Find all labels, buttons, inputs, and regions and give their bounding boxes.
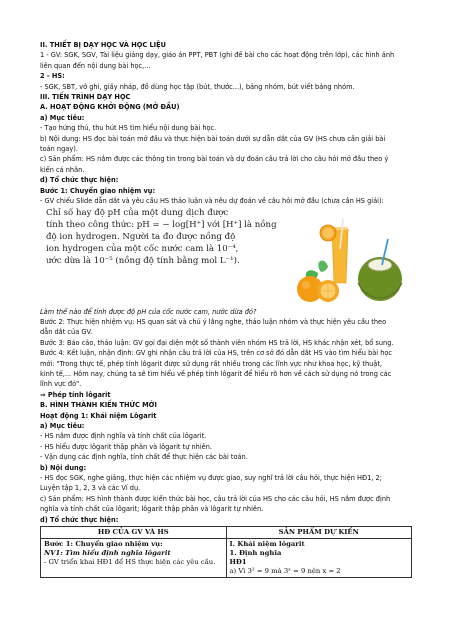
step2-line-cont: dẫn dắt của GV.	[40, 328, 93, 337]
organization-heading: d) Tổ chức thực hiện:	[40, 515, 119, 524]
table-cell-product	[226, 539, 412, 578]
table-header-row	[41, 527, 412, 539]
lesson-table	[40, 526, 412, 578]
content-line: b) Nội dung: HS đọc bài toán mở đầu và thực hiện bài toán dưới sự dẫn dắt của GV (HS chưa cần giải bài	[40, 134, 386, 143]
orange-fruit	[297, 276, 339, 302]
section-heading-ii: II. THIẾT BỊ DẠY HỌC VÀ HỌC LIỆU	[40, 41, 166, 49]
gv-materials-line-cont: liên quan đến nội dung bài học,...	[40, 61, 151, 70]
problem-line: ước dừa là 10⁻⁵ (nồng độ tính bằng mol L⁻¹).	[46, 255, 240, 266]
hs-materials-line: - SGK, SBT, vở ghi, giấy nháp, đồ dùng học tập (bút, thước...), bảng nhóm, bút viết bảng nhóm.	[40, 82, 355, 91]
objective-line: - Tạo hứng thú, thu hút HS tìm hiểu nội dung bài học.	[40, 124, 217, 133]
content-line-cont: Luyện tập 1, 2, 3 và các Ví dụ.	[40, 484, 141, 493]
problem-line: ion hydrogen của một cốc nước cam là 10⁻⁴,	[46, 243, 239, 254]
product-line-cont: kiến cá nhân.	[40, 165, 85, 174]
table-task1: NV1: Tìm hiểu định nghĩa lôgarit	[44, 549, 171, 558]
content-line: - HS đọc SGK, nghe giảng, thực hiện các nhiệm vụ được giao, suy nghĩ trả lời câu hỏi, thực hiện HĐ1, 2;	[40, 474, 382, 482]
organization-heading: d) Tổ chức thực hiện:	[40, 176, 119, 185]
orange-slice	[320, 225, 336, 241]
table-header-product: SẢN PHẨM DỰ KIẾN	[226, 527, 412, 539]
product-line: c) Sản phẩm: HS nắm được các thông tin trong bài toán và dự đoán câu trả lời cho câu hỏi mở đầu theo ý	[40, 155, 389, 164]
table-row	[41, 539, 412, 578]
step1-heading: Bước 1: Chuyển giao nhiệm vụ:	[40, 186, 156, 195]
product-line-cont: nghĩa và tính chất của lôgarit; lôgarit thập phân và lôgarit tự nhiên.	[40, 505, 264, 514]
document-page	[40, 40, 412, 578]
section-heading-iii: III. TIẾN TRÌNH DẠY HỌC	[40, 93, 131, 102]
table-concept-heading: I. Khái niệm lôgarit	[229, 540, 305, 549]
content-heading: b) Nội dung:	[40, 463, 87, 472]
opening-problem-figure	[40, 207, 412, 307]
step4-line-cont: lĩnh vực đó".	[40, 380, 82, 389]
table-hd1-answer: a) Vì 3² = 9 mà 3ˣ = 9 nên x = 2	[229, 567, 341, 576]
product-line: c) Sản phẩm: HS hình thành được kiến thức bài học, câu trả lời của HS cho các câu hỏi, HS nắm được định	[40, 494, 391, 503]
table-definition-heading: 1. Định nghĩa	[229, 549, 282, 558]
step4-line: Bước 4: Kết luận, nhận định: GV ghi nhận câu trả lời của HS, trên cơ sở đó dẫn dắt HS vào tìm hiểu bài học	[40, 349, 393, 358]
objective-line: - HS nắm được định nghĩa và tính chất của lôgarit.	[40, 432, 207, 441]
objective-heading: a) Mục tiêu:	[40, 113, 85, 122]
orange-juice-coconut-photo	[288, 219, 406, 305]
problem-line: tính theo công thức: pH = − log[H⁺] với [H⁺] là nồng	[46, 219, 277, 230]
content-line-cont: toán ngay).	[40, 145, 78, 154]
problem-line: độ ion hydrogen. Người ta đo được nồng độ	[46, 231, 236, 242]
objective-line: - Vận dụng các định nghĩa, tính chất để thực hiện các bài toán.	[40, 453, 248, 462]
table-header-gv-hs: HĐ CỦA GV VÀ HS	[41, 527, 227, 539]
objective-heading: a) Mục tiêu:	[40, 421, 85, 430]
step4-line-cont: kinh tế,... Hôm nay, chúng ta sẽ tìm hiểu về phép tính lôgarit để hiểu rõ hơn về cách sử dụng nó trong các	[40, 369, 392, 378]
table-task1-detail: - GV triển khai HĐ1 để HS thực hiện các yêu cầu.	[44, 558, 216, 567]
logarit-conclusion: ⇒ Phép tính lôgarit	[40, 390, 111, 399]
table-step1: Bước 1: Chuyển giao nhiệm vụ:	[44, 540, 163, 549]
activity-1-heading: Hoạt động 1: Khái niệm Lôgarit	[40, 411, 157, 420]
step3-line: Bước 3: Báo cáo, thảo luận: GV gọi đại diện một số thành viên nhóm HS trả lời, HS khác nhận xét, bổ sung.	[40, 338, 394, 347]
step2-line-text: Bước 2: Thực hiện nhiệm vụ: HS quan sát và chú ý lắng nghe, thảo luận nhóm và thực hiện yêu cầu theo	[40, 317, 387, 326]
activity-a-heading: A. HOẠT ĐỘNG KHỞI ĐỘNG (MỞ ĐẦU)	[40, 103, 180, 112]
gv-materials-line: 1 - GV: SGK, SGV, Tài liệu giảng dạy, giáo án PPT, PBT (ghi đề bài cho các hoạt động trên lớp), các hình ảnh	[40, 51, 395, 60]
objective-line: - HS hiểu được lôgarit thập phân và lôgarit tự nhiên.	[40, 442, 212, 451]
step1-line: - GV chiếu Slide dẫn dắt và yêu cầu HS thảo luận và nêu dự đoán về câu hỏi mở đầu (chưa cần HS giải):	[40, 197, 384, 206]
opening-problem-text	[46, 207, 277, 267]
activity-b-heading: B. HÌNH THÀNH KIẾN THỨC MỚI	[40, 401, 157, 410]
table-cell-activity	[41, 539, 227, 578]
opening-question: Làm thế nào để tính được độ pH của cốc nước cam, nước dừa đó?	[40, 307, 257, 316]
problem-line: Chỉ số hay độ pH của một dung dịch được	[46, 207, 229, 218]
hs-heading: 2 - HS:	[40, 72, 65, 81]
coconut	[358, 239, 402, 301]
table-hd1-label: HĐ1	[229, 558, 247, 567]
step4-line-cont: mới: "Trong thực tế, phép tính lôgarit được sử dụng rất nhiều trong các lĩnh vực như khoa học, kỹ thuật,	[40, 359, 383, 368]
